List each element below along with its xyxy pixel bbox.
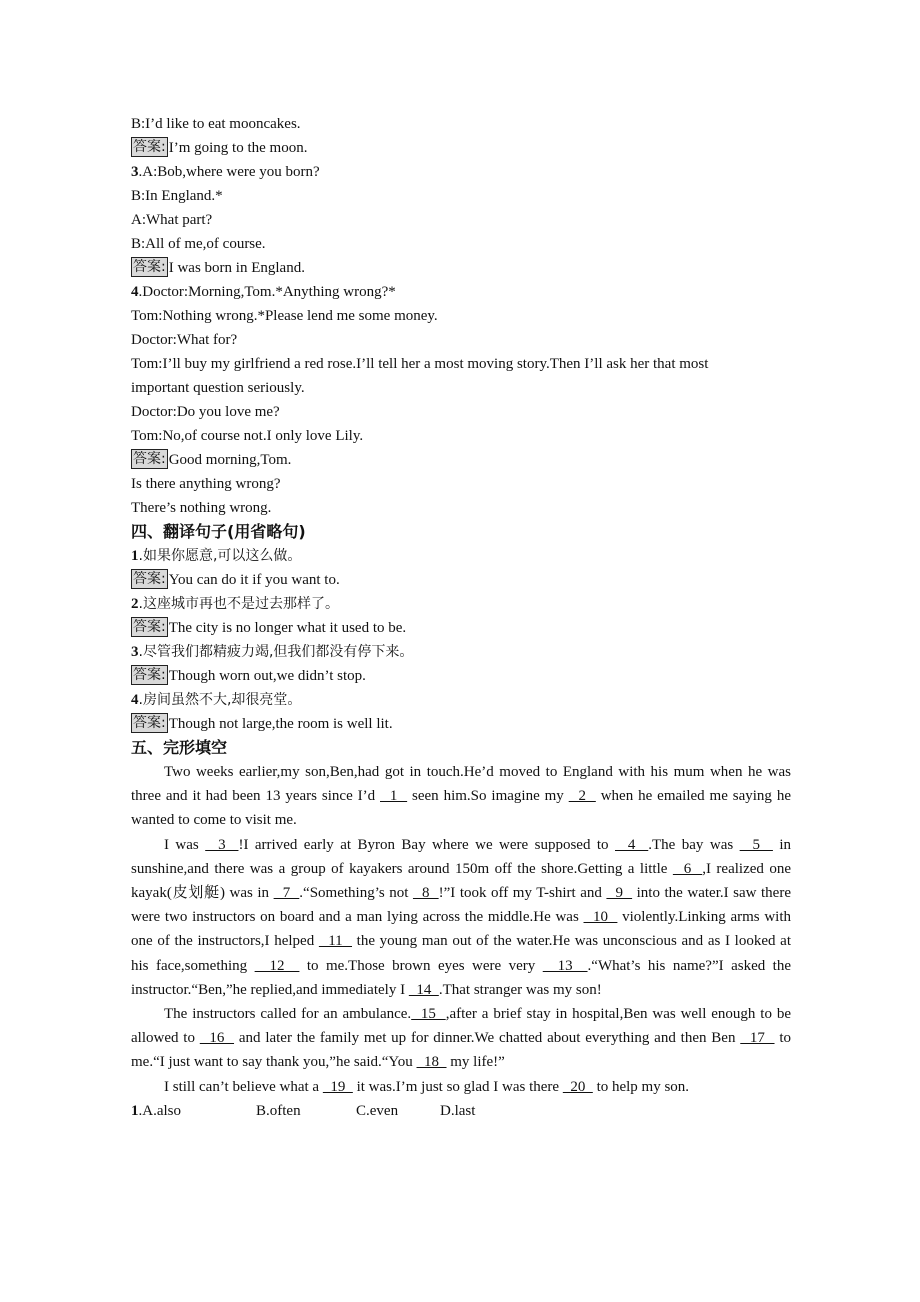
dialog-line: B:I’d like to eat mooncakes. — [131, 116, 301, 132]
question-number: 3 — [131, 164, 139, 180]
passage-text: in sunshine,and there was a group of kayakers around 150m off the shore.Getting a little — [131, 836, 792, 877]
answer-label: 答案: — [133, 259, 166, 275]
cloze-paragraph — [131, 1002, 791, 1075]
blank-number: 12 — [254, 957, 300, 974]
option-a-text: .A.also — [138, 1102, 181, 1119]
dialog-line: B:In England.* — [131, 188, 223, 204]
cloze-passage — [131, 760, 791, 1099]
dialog-line: B:All of me,of course. — [131, 236, 266, 252]
answer-label: 答案: — [133, 451, 166, 467]
blank-number: 13 — [542, 957, 588, 974]
blank-number: 9 — [606, 885, 633, 902]
question-text: .如果你愿意,可以这么做。 — [138, 548, 302, 564]
question-text: .房间虽然不大,却很亮堂。 — [138, 692, 302, 708]
passage-text: to me.“I just want to say thank you,”he said.“You — [131, 1030, 791, 1071]
passage-text: seen him.So imagine my — [407, 788, 569, 805]
question-line — [131, 640, 791, 664]
answer-line — [131, 568, 791, 592]
dialog-text: .A:Bob,where were you born? — [138, 164, 320, 180]
passage-text: The instructors called for an ambulance. — [164, 1006, 412, 1023]
answer-text: The city is no longer what it used to be. — [168, 620, 407, 636]
passage-text: to help my son. — [592, 1078, 690, 1095]
passage-text: ,after a brief stay in hospital,Ben was well enough to be allowed to — [131, 1006, 791, 1047]
answer-line — [131, 448, 791, 472]
blank-number: 5 — [739, 836, 773, 853]
blank-number: 3 — [205, 836, 239, 853]
blank-number: 10 — [583, 909, 618, 926]
blank-number: 2 — [568, 788, 596, 805]
option-c: C.even — [356, 1102, 399, 1119]
blank-number: 14 — [408, 981, 439, 998]
dialog-text: .Doctor:Morning,Tom.*Anything wrong?* — [138, 284, 396, 300]
passage-text: it was.I’m just so glad I was there — [352, 1078, 563, 1095]
answer-text: Though worn out,we didn’t stop. — [168, 668, 366, 684]
answer-line — [131, 712, 791, 736]
answer-label: 答案: — [133, 715, 166, 731]
passage-text: .“Something’s not — [299, 885, 413, 902]
blank-number: 19 — [322, 1078, 353, 1095]
blank-number: 20 — [562, 1078, 593, 1095]
question-line — [131, 544, 791, 568]
blank-number: 7 — [273, 885, 300, 902]
blank-number: 15 — [411, 1006, 446, 1023]
passage-text: I was — [164, 836, 206, 853]
answer-label: 答案: — [133, 667, 166, 683]
blank-number: 16 — [199, 1030, 235, 1047]
blank-number: 18 — [416, 1054, 447, 1071]
dialog-line: Tom:Nothing wrong.*Please lend me some money. — [131, 308, 438, 324]
answer-label: 答案: — [133, 619, 166, 635]
question-number: 2 — [131, 596, 139, 612]
answer-line — [131, 616, 791, 640]
answer-line — [131, 664, 791, 688]
answer-text: You can do it if you want to. — [168, 572, 340, 588]
cloze-paragraph — [131, 1075, 791, 1099]
blank-number: 6 — [672, 860, 703, 877]
passage-text: when he emailed me saying he wanted to come to visit me. — [131, 788, 791, 829]
question-line — [131, 688, 791, 712]
passage-text: into the water.I saw there were two instructors on board and a man lying across the middle.He was — [131, 885, 791, 926]
question-number: 1 — [131, 1102, 139, 1119]
question-line — [131, 592, 791, 616]
blank-number: 4 — [615, 836, 649, 853]
option-row — [131, 1099, 791, 1123]
section-heading-cloze: 五、完形填空 — [131, 738, 228, 757]
question-text: .尽管我们都精疲力竭,但我们都没有停下来。 — [138, 644, 414, 660]
answer-label: 答案: — [133, 571, 166, 587]
dialog-line: Tom:No,of course not.I only love Lily. — [131, 428, 364, 444]
passage-text: .The bay was — [648, 836, 740, 853]
passage-text: ,I realized one kayak(皮划艇) was in — [131, 860, 792, 902]
answer-text: Though not large,the room is well lit. — [168, 716, 393, 732]
question-number: 4 — [131, 692, 139, 708]
dialog-line: Tom:I’ll buy my girlfriend a red rose.I’ll tell her a most moving story.Then I’ll ask her that most — [131, 356, 709, 372]
question-line — [131, 280, 791, 304]
option-a — [131, 1099, 181, 1123]
passage-text: and later the family met up for dinner.We chatted about everything and then Ben — [234, 1030, 741, 1047]
blank-number: 8 — [412, 885, 439, 902]
passage-text: .“What’s his name?”I asked the instructor.“Ben,”he replied,and immediately I — [131, 957, 791, 998]
passage-text: !”I took off my T-shirt and — [438, 885, 607, 902]
question-number: 1 — [131, 548, 139, 564]
cloze-paragraph — [131, 833, 791, 1002]
dialog-line: important question seriously. — [131, 380, 305, 396]
passage-text: the young man out of the water.He was unconscious and as I looked at his face,something — [131, 933, 791, 974]
question-line — [131, 160, 791, 184]
passage-text: Two weeks earlier,my son,Ben,had got in touch.He’d moved to England with his mum when he was three and it had been 13 years since I’d — [131, 764, 791, 805]
answer-text: I was born in England. — [168, 260, 305, 276]
question-number: 4 — [131, 284, 139, 300]
answer-line: Is there anything wrong? — [131, 476, 281, 492]
answer-line — [131, 136, 791, 160]
section-heading-translation: 四、翻译句子(用省略句) — [131, 522, 306, 541]
answer-line — [131, 256, 791, 280]
document-page — [131, 112, 791, 1123]
option-b: B.often — [256, 1102, 301, 1119]
passage-text: violently.Linking arms with one of the instructors,I helped — [131, 909, 791, 950]
answer-text: Good morning,Tom. — [168, 452, 292, 468]
blank-number: 17 — [740, 1030, 775, 1047]
answer-text: I’m going to the moon. — [168, 140, 308, 156]
passage-text: I still can’t believe what a — [164, 1078, 323, 1095]
dialog-line: Doctor:What for? — [131, 332, 238, 348]
blank-number: 11 — [318, 933, 352, 950]
blank-number: 1 — [380, 788, 408, 805]
dialog-line: A:What part? — [131, 212, 213, 228]
passage-text: my life!” — [446, 1054, 505, 1071]
question-number: 3 — [131, 644, 139, 660]
answer-label: 答案: — [133, 139, 166, 155]
dialog-line: Doctor:Do you love me? — [131, 404, 280, 420]
option-d: D.last — [440, 1102, 476, 1119]
passage-text: to me.Those brown eyes were very — [299, 957, 543, 974]
cloze-paragraph — [131, 760, 791, 833]
passage-text: !I arrived early at Byron Bay where we were supposed to — [238, 836, 615, 853]
passage-text: .That stranger was my son! — [438, 981, 602, 998]
answer-line: There’s nothing wrong. — [131, 500, 272, 516]
question-text: .这座城市再也不是过去那样了。 — [138, 596, 339, 612]
